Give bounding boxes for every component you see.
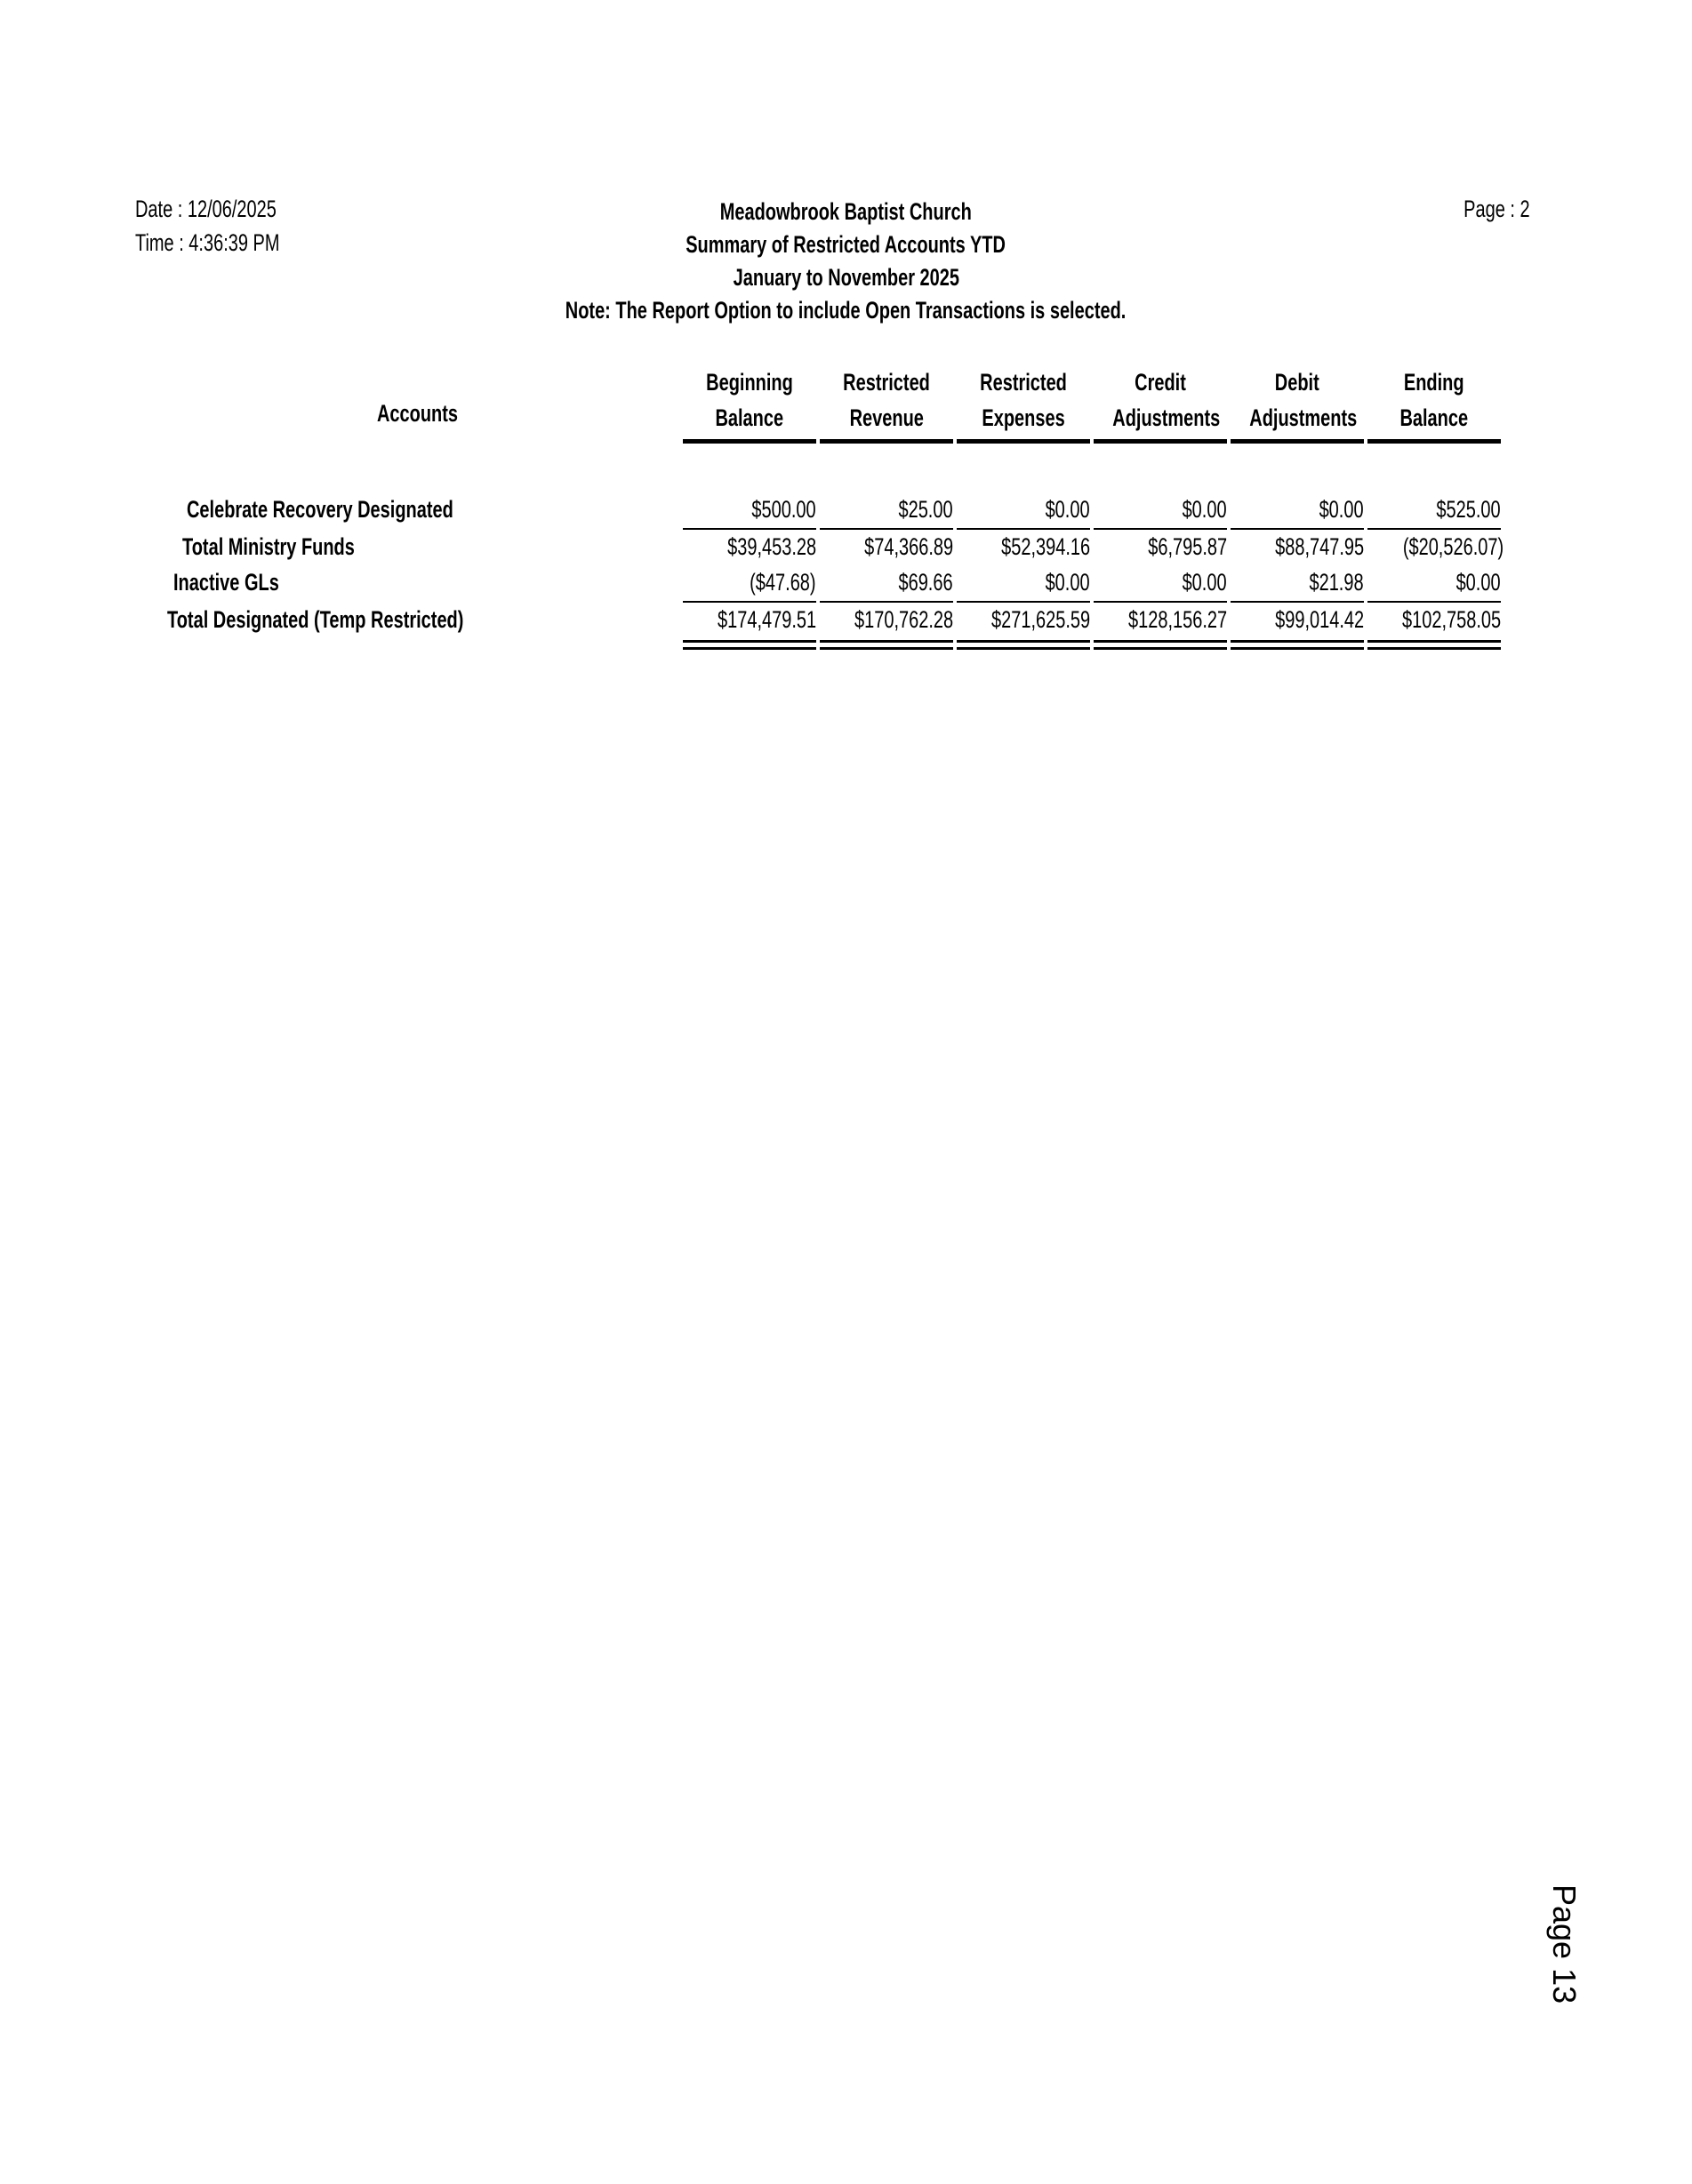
table-row-label (187, 496, 547, 524)
cell-value: $170,762.28 (854, 606, 954, 633)
total-double-rule-top (683, 640, 816, 643)
table-cell (683, 606, 816, 634)
cell-value: $174,479.51 (718, 606, 817, 633)
col-header-line2: Expenses (982, 404, 1065, 431)
cell-value: $25.00 (898, 496, 953, 523)
report-title-text: Summary of Restricted Accounts YTD (686, 231, 1006, 258)
table-cell (1367, 606, 1501, 634)
report-period (0, 261, 1692, 294)
cell-value: $102,758.05 (1402, 606, 1502, 633)
report-period-text: January to November 2025 (733, 264, 959, 291)
row-label-text: Celebrate Recovery Designated (187, 496, 453, 523)
cell-value: ($47.68) (750, 569, 816, 596)
table-cell (820, 569, 953, 596)
subtotal-rule (1094, 528, 1227, 530)
table-cell (1231, 533, 1364, 561)
col-header-restricted-revenue (820, 364, 953, 444)
subtotal-rule (1094, 601, 1227, 603)
subtotal-rule (820, 528, 953, 530)
cell-value: $74,366.89 (863, 533, 953, 560)
col-header-line1: Beginning (706, 369, 793, 396)
page-number-text: Page 13 (1546, 1884, 1583, 2004)
report-page-text: Page : 2 (1463, 196, 1530, 222)
table-cell (957, 569, 1090, 596)
table-cell (1367, 569, 1501, 596)
table-cell (1094, 606, 1227, 634)
table-cell (683, 569, 816, 596)
page-number-footer (1545, 1884, 1583, 2004)
cell-value: $99,014.42 (1274, 606, 1364, 633)
subtotal-rule (1231, 601, 1364, 603)
cell-value: $39,453.28 (726, 533, 816, 560)
table-row-label (173, 569, 317, 596)
total-double-rule-bottom (1231, 647, 1364, 650)
table-row-label (167, 606, 568, 634)
table-cell (1094, 533, 1227, 561)
table-row-label (182, 533, 415, 561)
table-cell (683, 533, 816, 561)
total-double-rule-top (1094, 640, 1227, 643)
col-header-line2: Adjustments (1112, 404, 1221, 431)
table-cell (1367, 533, 1504, 561)
subtotal-rule (1231, 528, 1364, 530)
cell-value: $0.00 (1319, 496, 1364, 523)
col-header-line1: Debit (1275, 369, 1319, 396)
col-header-credit-adjustments (1094, 364, 1227, 444)
col-header-line1: Ending (1404, 369, 1464, 396)
table-cell (957, 533, 1090, 561)
total-double-rule-top (1367, 640, 1501, 643)
cell-value: ($20,526.07) (1402, 533, 1504, 560)
total-double-rule-bottom (683, 647, 816, 650)
col-header-line1: Credit (1135, 369, 1186, 396)
subtotal-rule (683, 601, 816, 603)
col-header-rule (820, 439, 953, 444)
subtotal-rule (1367, 601, 1501, 603)
col-header-line2: Balance (715, 404, 784, 431)
cell-value: $0.00 (1455, 569, 1501, 596)
org-name (0, 196, 1692, 228)
cell-value: $0.00 (1045, 569, 1090, 596)
table-cell (820, 496, 953, 524)
subtotal-rule (683, 528, 816, 530)
col-header-rule (1231, 439, 1364, 444)
table-cell (1231, 496, 1364, 524)
accounts-header (338, 400, 498, 428)
cell-value: $21.98 (1309, 569, 1364, 596)
col-header-line2: Revenue (849, 404, 924, 431)
col-header-restricted-expenses (957, 364, 1090, 444)
subtotal-rule (1367, 528, 1501, 530)
total-double-rule-bottom (1367, 647, 1501, 650)
cell-value: $128,156.27 (1128, 606, 1228, 633)
cell-value: $0.00 (1182, 569, 1227, 596)
report-time-text: Time : 4:36:39 PM (135, 229, 280, 256)
col-header-rule (683, 439, 816, 444)
table-cell (1231, 606, 1364, 634)
table-cell (957, 496, 1090, 524)
cell-value: $500.00 (751, 496, 816, 523)
col-header-rule (957, 439, 1090, 444)
total-double-rule-top (820, 640, 953, 643)
cell-value: $52,394.16 (1000, 533, 1090, 560)
subtotal-rule (957, 528, 1090, 530)
table-cell (820, 533, 953, 561)
table-cell (820, 606, 953, 634)
row-label-text: Total Designated (Temp Restricted) (167, 606, 464, 633)
accounts-header-text: Accounts (377, 400, 459, 427)
col-header-beginning-balance (683, 364, 816, 444)
col-header-line2: Balance (1399, 404, 1469, 431)
table-cell (1094, 569, 1227, 596)
cell-value: $0.00 (1045, 496, 1090, 523)
col-header-line1: Restricted (843, 369, 930, 396)
cell-value: $69.66 (898, 569, 953, 596)
col-header-ending-balance (1367, 364, 1501, 444)
report-title (0, 228, 1692, 261)
col-header-debit-adjustments (1231, 364, 1364, 444)
table-cell (1094, 496, 1227, 524)
subtotal-rule (957, 601, 1090, 603)
total-double-rule-top (1231, 640, 1364, 643)
report-note (0, 294, 1692, 327)
report-note-text: Note: The Report Option to include Open Transactions is selected. (565, 297, 1127, 324)
org-name-text: Meadowbrook Baptist Church (719, 198, 973, 225)
report-date-text: Date : 12/06/2025 (135, 196, 277, 222)
cell-value: $88,747.95 (1274, 533, 1364, 560)
table-cell (1231, 569, 1364, 596)
col-header-line2: Adjustments (1249, 404, 1358, 431)
cell-value: $0.00 (1182, 496, 1227, 523)
table-cell (957, 606, 1090, 634)
col-header-rule (1094, 439, 1227, 444)
total-double-rule-bottom (957, 647, 1090, 650)
table-cell (1367, 496, 1501, 524)
total-double-rule-top (957, 640, 1090, 643)
cell-value: $271,625.59 (991, 606, 1091, 633)
cell-value: $6,795.87 (1148, 533, 1227, 560)
row-label-text: Inactive GLs (173, 569, 279, 596)
col-header-rule (1367, 439, 1501, 444)
report-title-block (0, 196, 1692, 327)
col-header-line1: Restricted (980, 369, 1067, 396)
table-cell (683, 496, 816, 524)
cell-value: $525.00 (1436, 496, 1501, 523)
total-double-rule-bottom (820, 647, 953, 650)
subtotal-rule (820, 601, 953, 603)
total-double-rule-bottom (1094, 647, 1227, 650)
row-label-text: Total Ministry Funds (182, 533, 355, 560)
